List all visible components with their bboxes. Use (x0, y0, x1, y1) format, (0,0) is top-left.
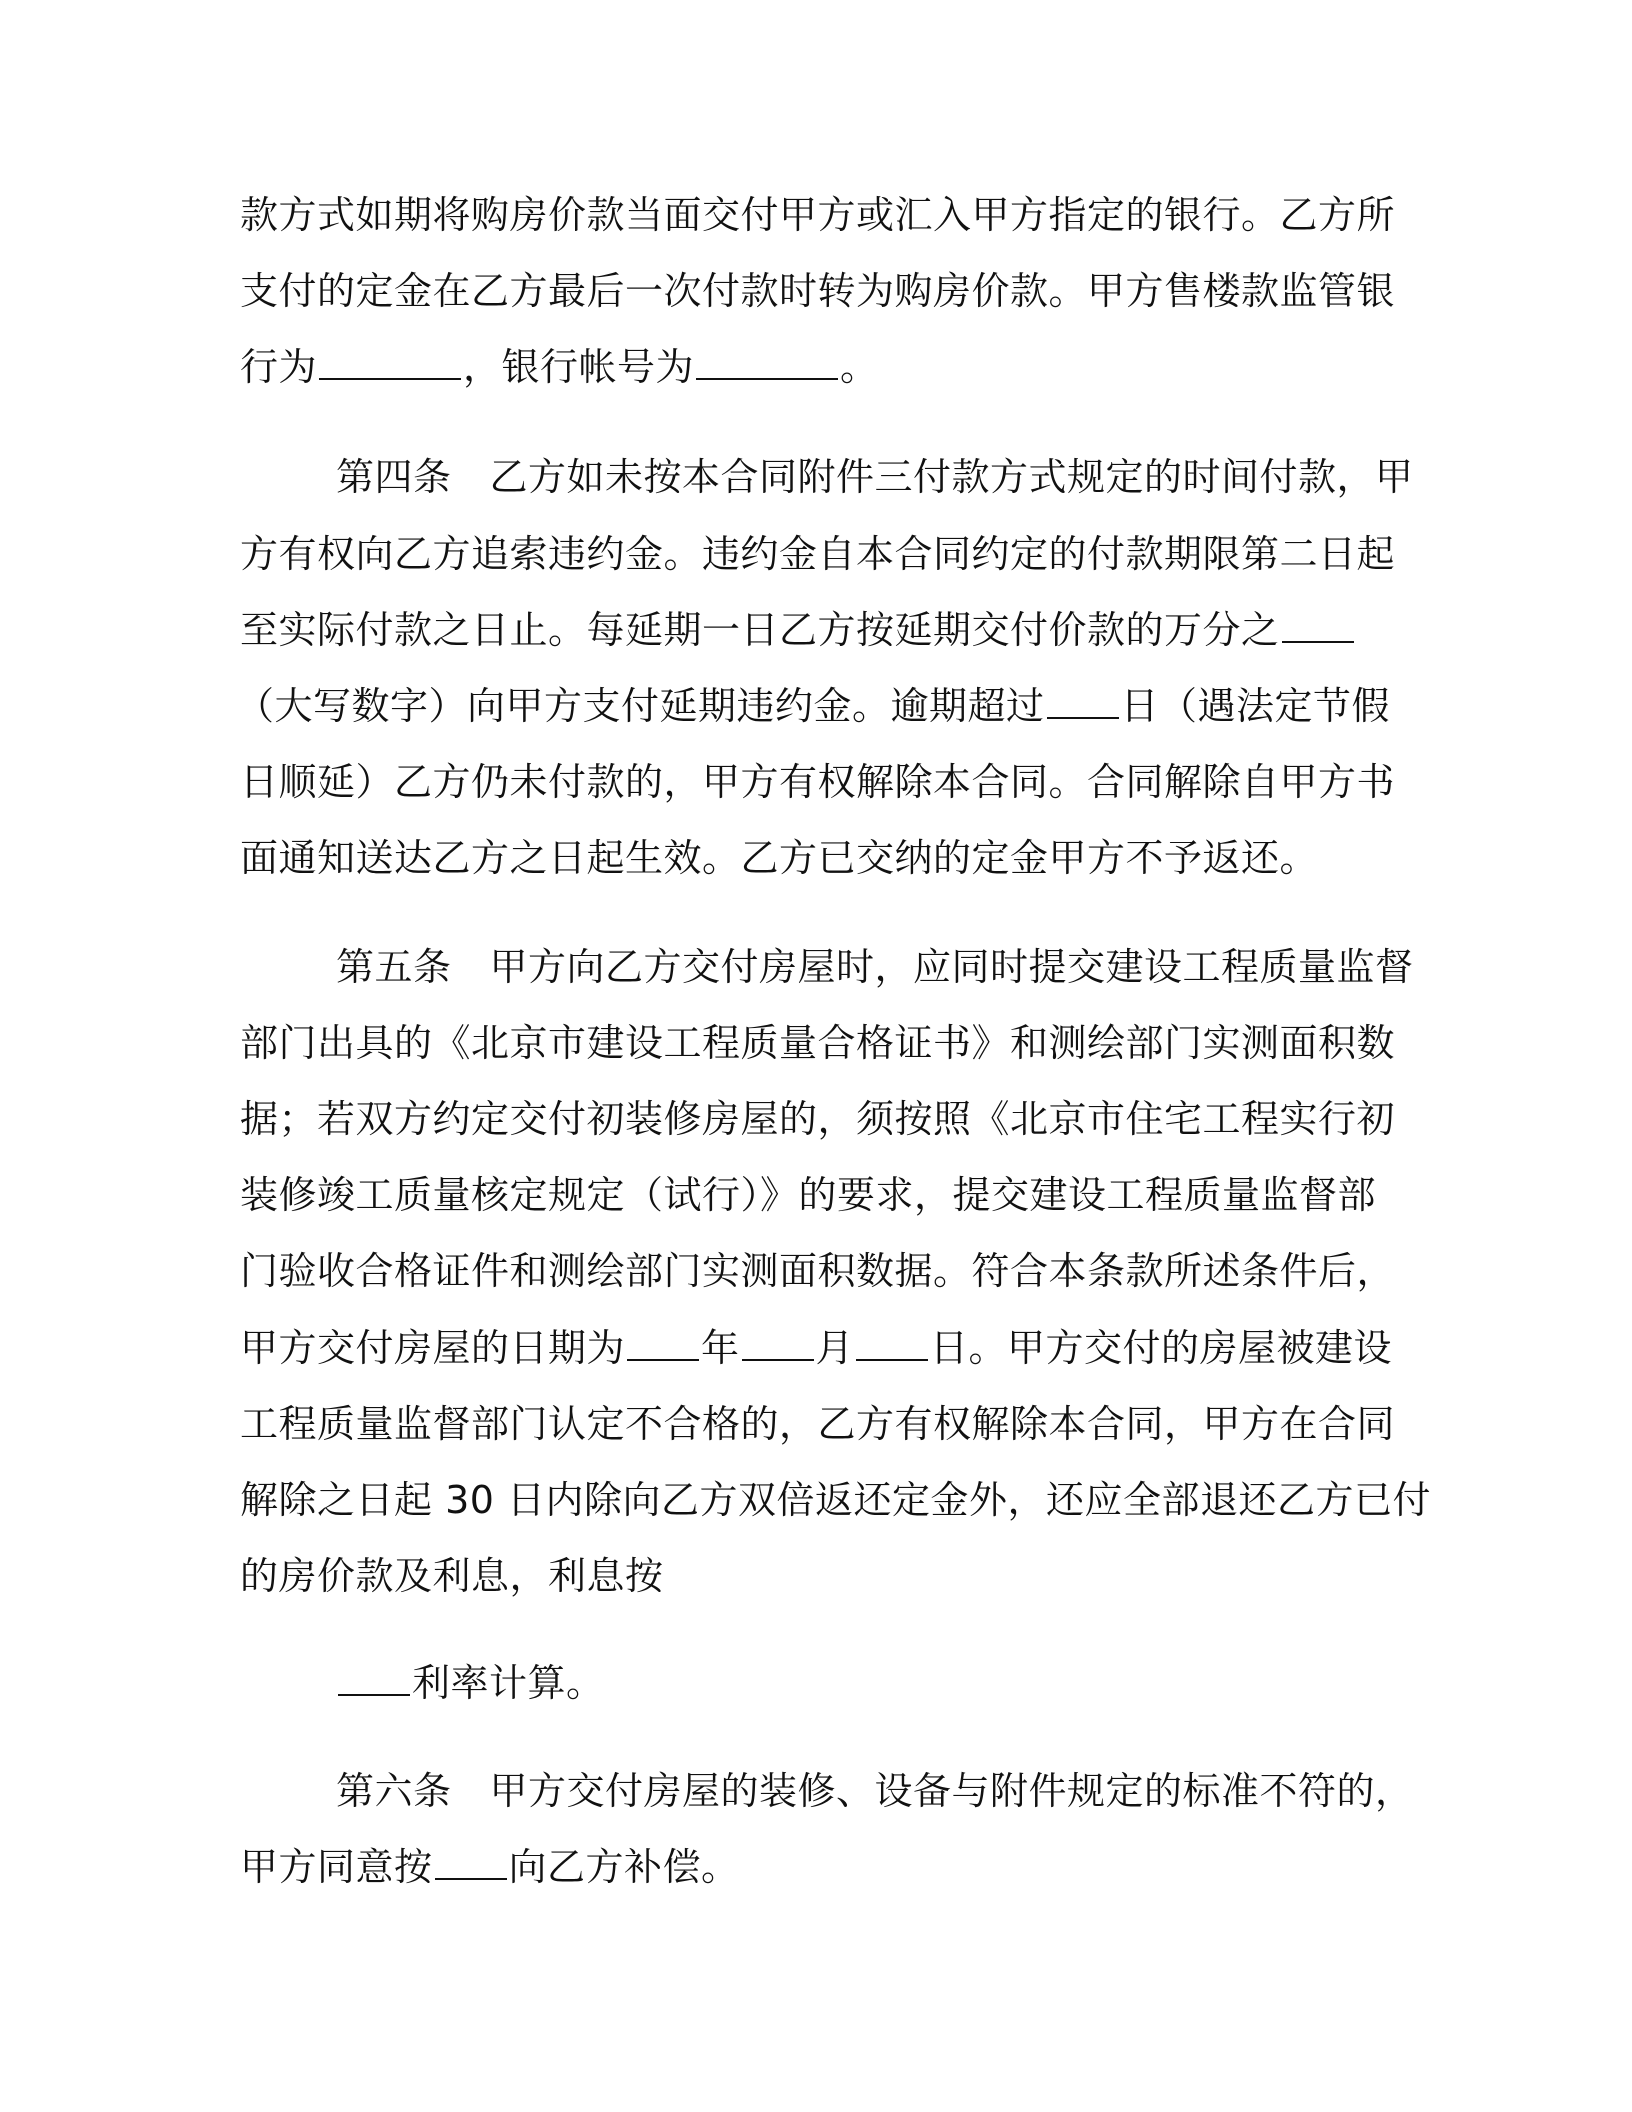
article4-line2: 方有权向乙方追索违约金。违约金自本合同约定的付款期限第二日起 (240, 532, 1396, 576)
para3-line3-a: 行为 (240, 345, 318, 389)
article5-line6 (240, 1323, 1392, 1373)
bank-name-blank (319, 344, 461, 380)
para3-line3 (240, 342, 879, 392)
article5-line3: 据；若双方约定交付初装修房屋的，须按照《北京市住宅工程实行初 (240, 1097, 1396, 1141)
article5-line9: 的房价款及利息，利息按 (240, 1554, 664, 1598)
article4-line1-text: 乙方如未按本合同附件三付款方式规定的时间付款，甲 (489, 455, 1414, 499)
compensation-blank (435, 1844, 507, 1880)
article5-line1 (336, 942, 1414, 992)
article5-label: 第五条 (336, 945, 452, 989)
article4-label: 第四条 (336, 455, 452, 499)
interest-rate-blank (338, 1660, 410, 1696)
article4-line6: 面通知送达乙方之日起生效。乙方已交纳的定金甲方不予返还。 (240, 836, 1319, 880)
penalty-rate-blank (1282, 607, 1354, 643)
article5-line6-d: 日。甲方交付的房屋被建设 (930, 1326, 1393, 1370)
para3-line1: 款方式如期将购房价款当面交付甲方或汇入甲方指定的银行。乙方所 (240, 193, 1396, 237)
overdue-days-blank (1047, 683, 1119, 719)
article5-line8: 解除之日起 30 日内除向乙方双倍返还定金外，还应全部退还乙方已付 (240, 1478, 1432, 1522)
article5-line7: 工程质量监督部门认定不合格的，乙方有权解除本合同，甲方在合同 (240, 1402, 1396, 1446)
article4-line4-b: 日（遇法定节假 (1120, 684, 1391, 728)
article6-line1 (336, 1766, 1414, 1816)
article6-line2-b: 向乙方补偿。 (508, 1845, 740, 1889)
bank-account-blank (696, 344, 838, 380)
para3-line3-c: 。 (840, 345, 879, 389)
article5-line6-c: 月 (815, 1326, 855, 1370)
article5-line5: 门验收合格证件和测绘部门实测面积数据。符合本条款所述条件后， (240, 1249, 1396, 1293)
article4-line3-text: 至实际付款之日止。每延期一日乙方按延期交付价款的万分之 (240, 608, 1280, 652)
article5-line10-text: 利率计算。 (412, 1661, 605, 1705)
article5-line10 (336, 1658, 605, 1708)
delivery-month-blank (742, 1325, 814, 1361)
article5-line6-b: 年 (701, 1326, 740, 1370)
article5-line4: 装修竣工质量核定规定（试行）》的要求，提交建设工程质量监督部 (240, 1173, 1377, 1217)
article5-line2: 部门出具的《北京市建设工程质量合格证书》和测绘部门实测面积数 (240, 1021, 1396, 1065)
article6-line2 (240, 1842, 740, 1892)
delivery-year-blank (627, 1325, 699, 1361)
para3-line3-b: ，银行帐号为 (463, 345, 695, 389)
delivery-day-blank (856, 1325, 928, 1361)
article4-line3 (240, 605, 1356, 655)
article5-line1-text: 甲方向乙方交付房屋时，应同时提交建设工程质量监督 (489, 945, 1414, 989)
article6-line1-text: 甲方交付房屋的装修、设备与附件规定的标准不符的， (489, 1769, 1414, 1813)
article4-line4 (236, 681, 1390, 731)
article6-line2-a: 甲方同意按 (240, 1845, 433, 1889)
para3-line2: 支付的定金在乙方最后一次付款时转为购房价款。甲方售楼款监管银 (240, 269, 1396, 313)
article4-line4-a: （大写数字）向甲方支付延期违约金。逾期超过 (236, 684, 1045, 728)
article5-line6-a: 甲方交付房屋的日期为 (240, 1326, 626, 1370)
article4-line1 (336, 452, 1414, 502)
article6-label: 第六条 (336, 1769, 452, 1813)
article4-line5: 日顺延）乙方仍未付款的，甲方有权解除本合同。合同解除自甲方书 (240, 760, 1396, 804)
